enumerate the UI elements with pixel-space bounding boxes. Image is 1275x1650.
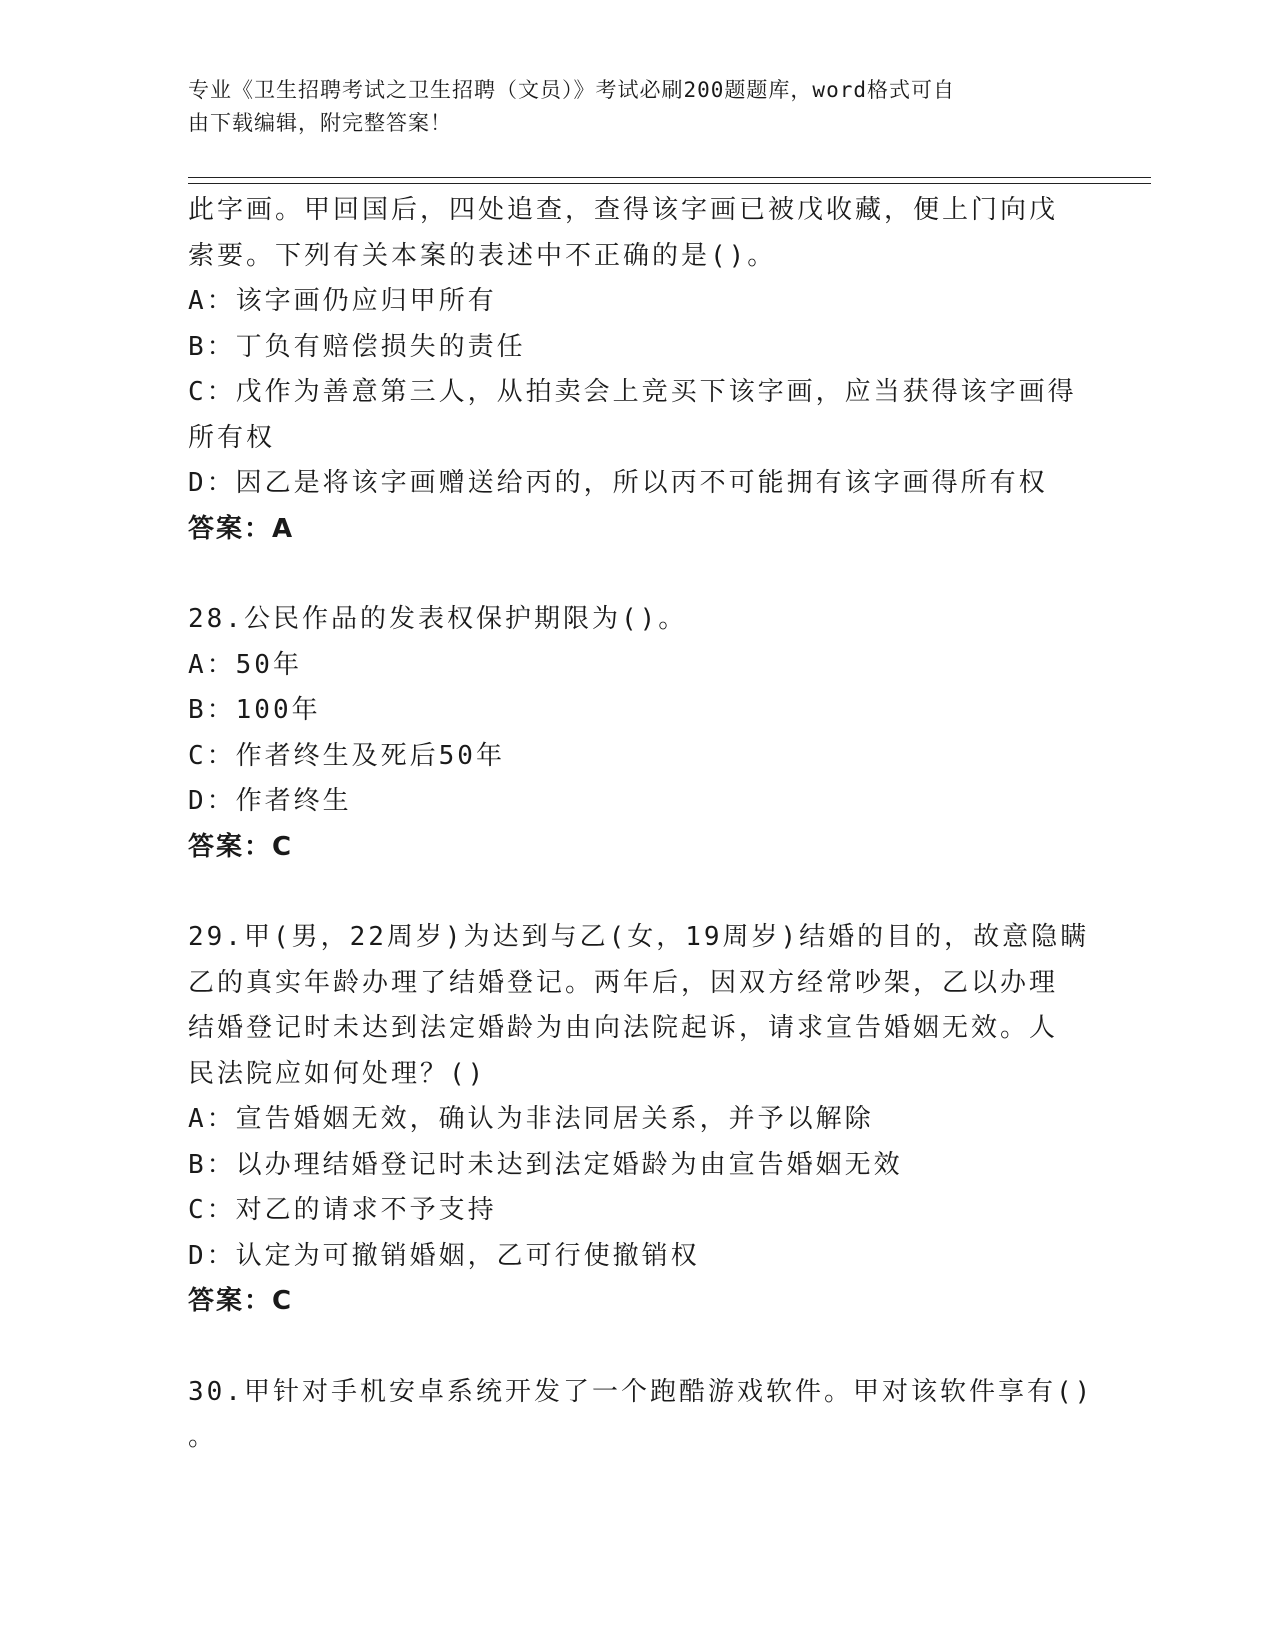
question-stem-line: 民法院应如何处理？() [188, 1058, 487, 1089]
option-b: B：以办理结婚登记时未达到法定婚龄为由宣告婚姻无效 [188, 1149, 903, 1180]
option-a: A：该字画仍应归甲所有 [188, 286, 497, 316]
option-d: D：作者终生 [188, 786, 352, 816]
option-d: D：因乙是将该字画赠送给丙的，所以丙不可能拥有该字画得所有权 [188, 468, 1048, 498]
option-d: D：认定为可撤销婚姻，乙可行使撤销权 [188, 1240, 700, 1271]
spacer [188, 552, 1088, 597]
option-b: B：丁负有赔偿损失的责任 [188, 331, 526, 362]
header-line-2: 由下载编辑，附完整答案！ [188, 111, 452, 135]
answer-label: 答案：C [188, 831, 294, 862]
option-a: A：宣告婚姻无效，确认为非法同居关系，并予以解除 [188, 1104, 874, 1134]
header-divider-bottom [188, 183, 1151, 184]
option-a: A：50年 [188, 649, 302, 680]
question-stem-line: 。 [188, 1422, 218, 1452]
spacer [188, 870, 1088, 915]
question-29 [188, 915, 1088, 1325]
question-stem-line: 此字画。甲回国后，四处追查，查得该字画已被戊收藏，便上门向戊 [188, 195, 1059, 225]
answer-label: 答案：C [188, 1286, 294, 1316]
question-stem-line: 30.甲针对手机安卓系统开发了一个跑酷游戏软件。甲对该软件享有() [188, 1376, 1094, 1407]
option-b: B：100年 [188, 695, 321, 725]
question-content [188, 188, 1094, 1461]
question-27 [188, 188, 1088, 552]
page-header [188, 74, 1068, 140]
option-c: C：戊作为善意第三人，从拍卖会上竞买下该字画，应当获得该字画得 [188, 377, 1077, 407]
header-divider-top [188, 177, 1151, 178]
option-c: C：作者终生及死后50年 [188, 740, 505, 771]
spacer [188, 1325, 1088, 1370]
question-28 [188, 597, 1088, 870]
question-30 [188, 1370, 1094, 1461]
question-stem-line: 29.甲(男，22周岁)为达到与乙(女，19周岁)结婚的目的，故意隐瞒 [188, 922, 1090, 952]
question-stem-line: 结婚登记时未达到法定婚龄为由向法院起诉，请求宣告婚姻无效。人 [188, 1013, 1059, 1043]
answer-label: 答案：A [188, 513, 295, 544]
option-c-continued: 所有权 [188, 422, 276, 453]
question-stem-line: 索要。下列有关本案的表述中不正确的是()。 [188, 240, 777, 271]
question-stem: 28.公民作品的发表权保护期限为()。 [188, 604, 688, 634]
header-line-1: 专业《卫生招聘考试之卫生招聘（文员）》考试必刷200题题库，word格式可自 [188, 78, 955, 102]
option-c: C：对乙的请求不予支持 [188, 1195, 497, 1225]
question-stem-line: 乙的真实年龄办理了结婚登记。两年后，因双方经常吵架，乙以办理 [188, 967, 1059, 998]
